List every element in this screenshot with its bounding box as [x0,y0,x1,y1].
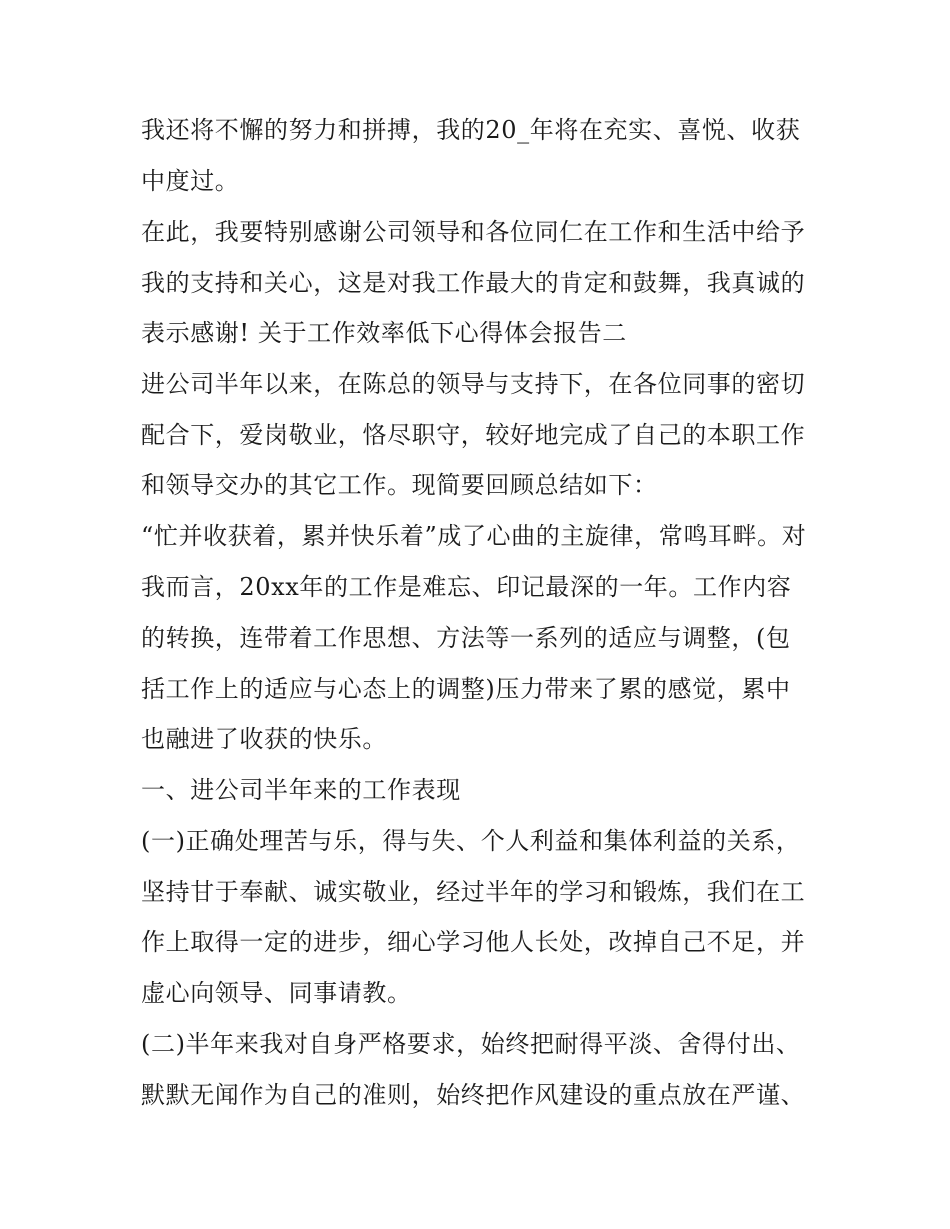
text-line: 坚持甘于奉献、诚实敬业，经过半年的学习和锻炼，我们在工 [141,878,806,906]
text-line: 我的支持和关心，这是对我工作最大的肯定和鼓舞，我真诚的 [141,269,806,297]
text-line: 进公司半年以来，在陈总的领导与支持下，在各位同事的密切 [141,370,806,398]
text-line: 的转换，连带着工作思想、方法等一系列的适应与调整，(包 [141,624,791,652]
text-line: 虚心向领导、同事请教。 [141,979,412,1007]
text-line: 我而言，20xx年的工作是难忘、印记最深的一年。工作内容 [141,573,792,601]
text-line: 和领导交办的其它工作。现简要回顾总结如下： [141,471,658,499]
text-line: 在此，我要特别感谢公司领导和各位同仁在工作和生活中给予 [141,218,806,246]
text-line: 我还将不懈的努力和拼搏，我的20_年将在充实、喜悦、收获 [141,116,801,144]
text-line: (一)正确处理苦与乐，得与失、个人利益和集体利益的关系， [141,827,801,855]
text-line: 也融进了收获的快乐。 [141,725,387,753]
text-line: (二)半年来我对自身严格要求，始终把耐得平淡、舍得付出、 [141,1030,801,1058]
text-line: 配合下，爱岗敬业，恪尽职守，较好地完成了自己的本职工作 [141,421,806,449]
text-line: 表示感谢! 关于工作效率低下心得体会报告二 [141,319,627,347]
section-heading: 一、进公司半年来的工作表现 [141,776,461,804]
text-line: 括工作上的适应与心态上的调整)压力带来了累的感觉，累中 [141,675,791,703]
text-line: “忙并收获着，累并快乐着”成了心曲的主旋律，常鸣耳畔。对 [141,522,807,550]
text-line: 中度过。 [141,167,240,195]
text-line: 作上取得一定的进步，细心学习他人长处，改掉自己不足，并 [141,928,806,956]
text-line: 默默无闻作为自己的准则，始终把作风建设的重点放在严谨、 [141,1081,806,1109]
